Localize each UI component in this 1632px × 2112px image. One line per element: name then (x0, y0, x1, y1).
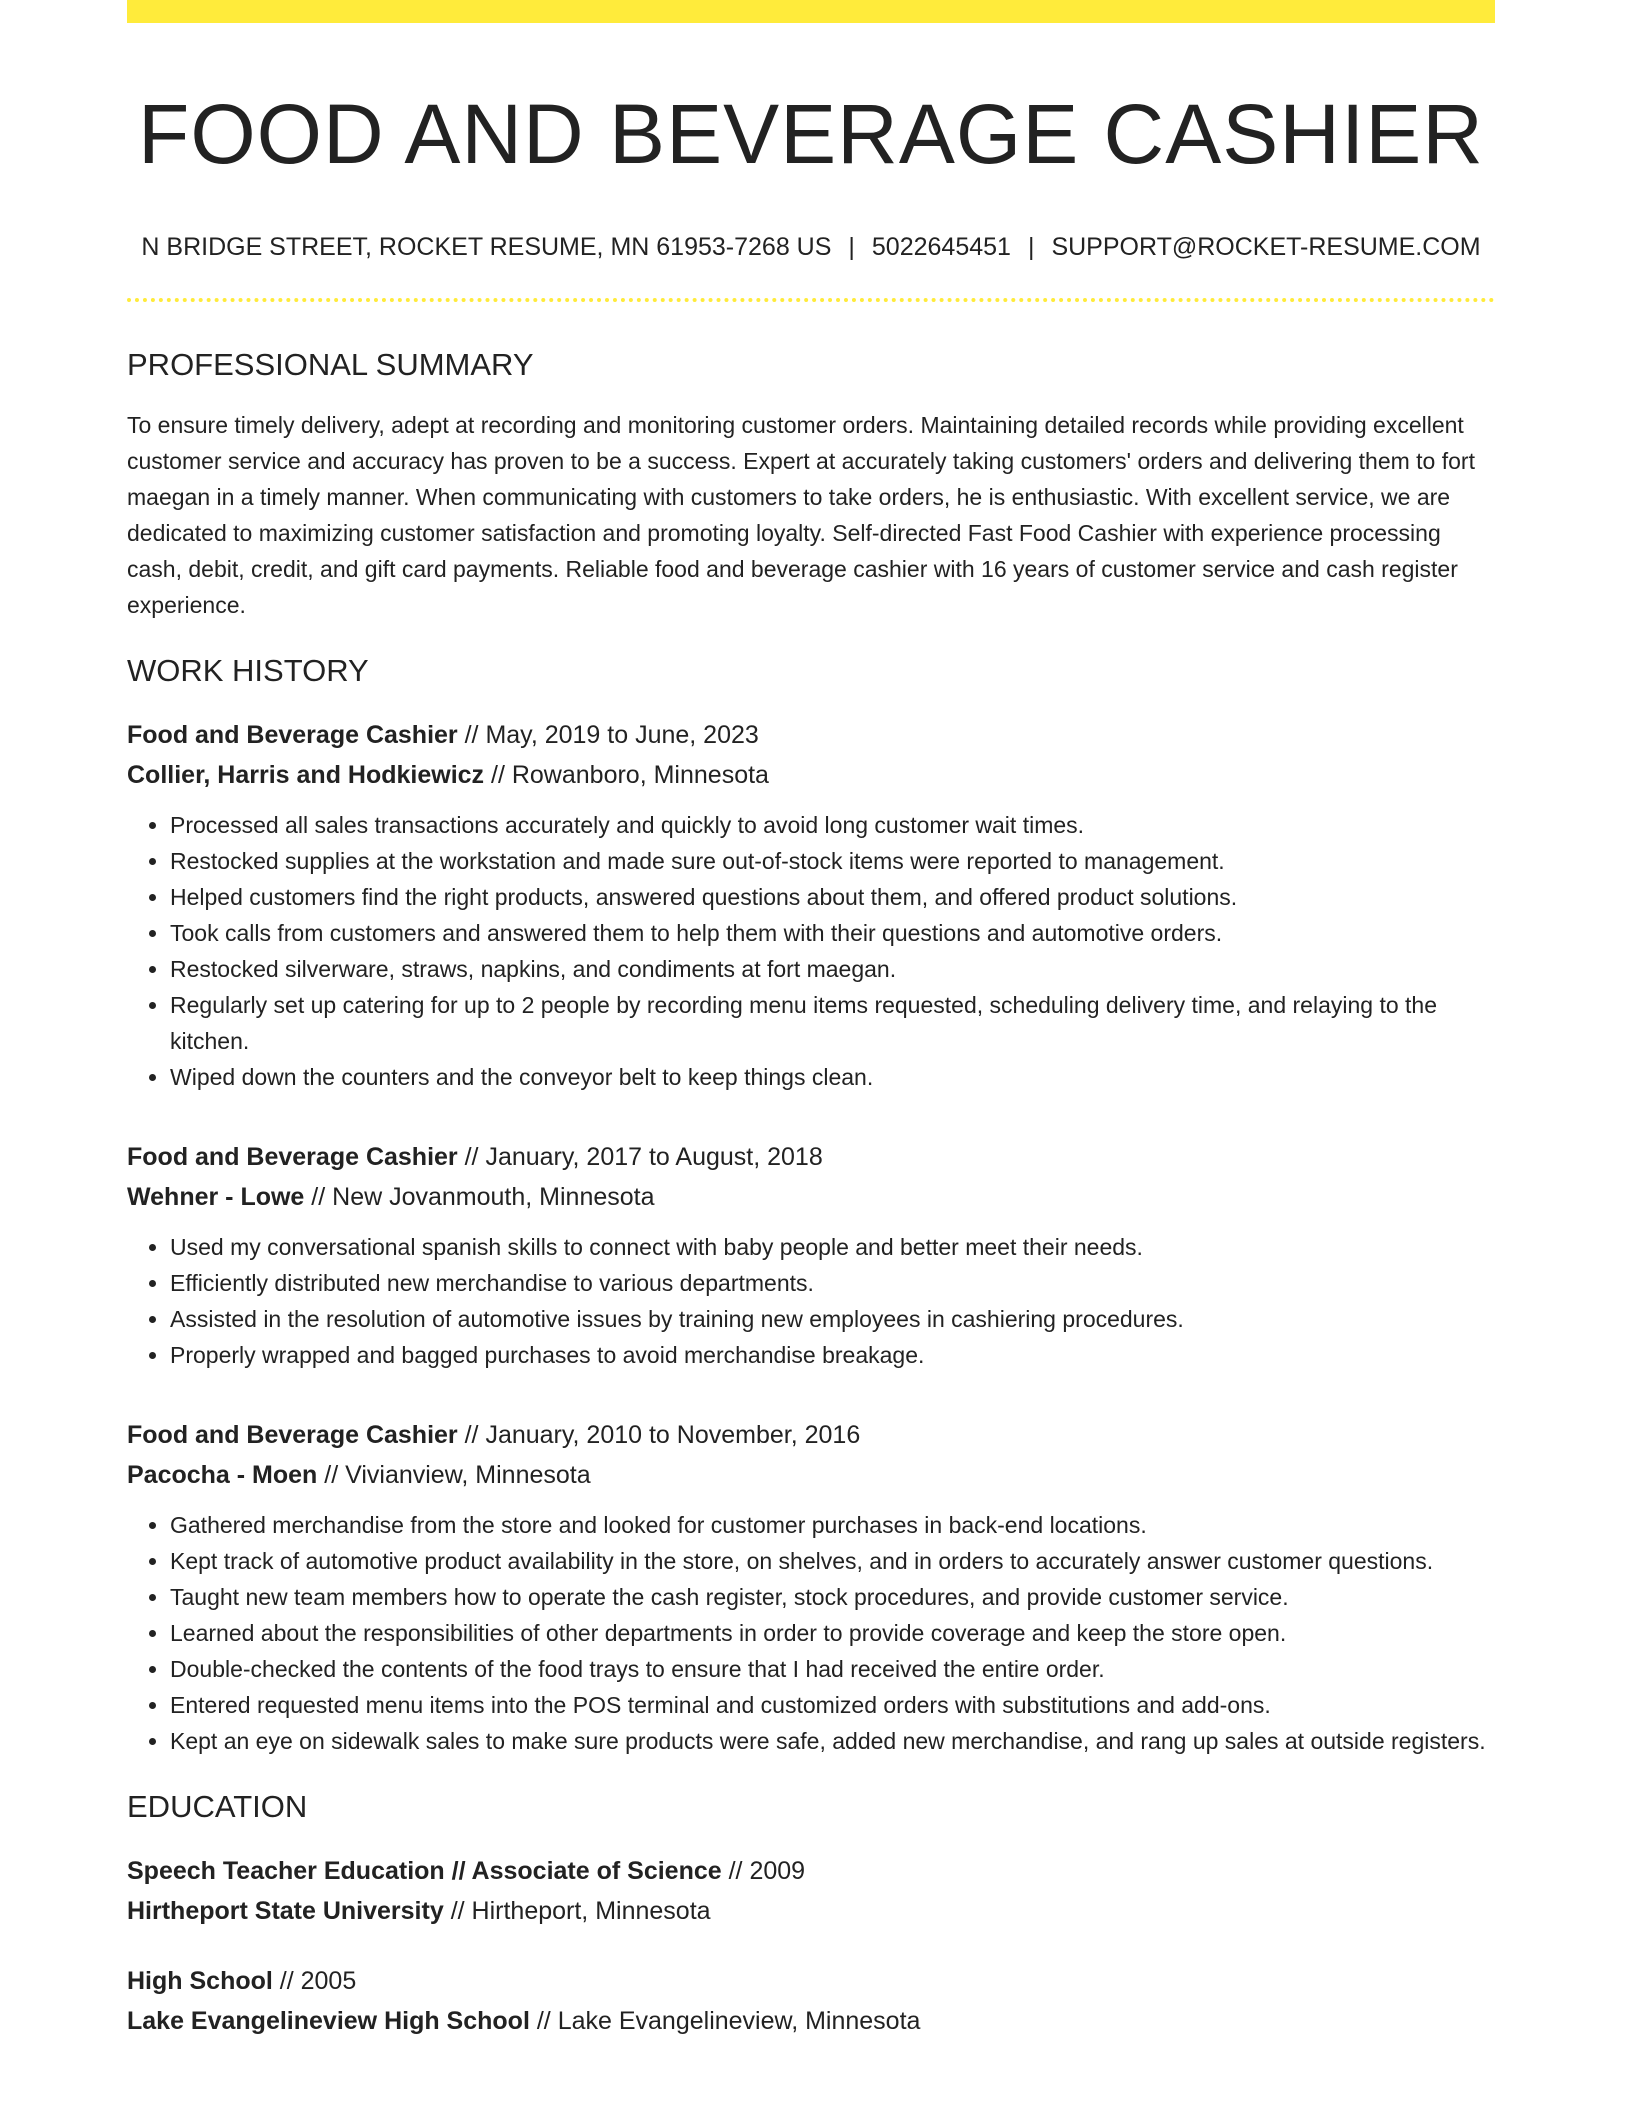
job-bullet: • Taught new team members how to operate the cash register, stock procedures, and provide customer service. (170, 1579, 1495, 1615)
accent-top-bar (127, 0, 1495, 23)
job-dates: // January, 2010 to November, 2016 (464, 1421, 861, 1449)
job-entry (127, 1415, 1495, 1759)
job-dates: // January, 2017 to August, 2018 (464, 1143, 823, 1171)
education-location: // Hirtheport, Minnesota (450, 1897, 711, 1925)
job-company-line (127, 1455, 1495, 1495)
education-school: Hirtheport State University (127, 1897, 444, 1925)
contact-separator: | (848, 233, 855, 261)
job-bullet: • Gathered merchandise from the store and looked for customer purchases in back-end locations. (170, 1507, 1495, 1543)
job-bullet: • Helped customers find the right products, answered questions about them, and offered product solutions. (170, 879, 1495, 915)
job-entry (127, 1137, 1495, 1373)
education-year: // 2009 (728, 1857, 806, 1885)
job-dates: // May, 2019 to June, 2023 (464, 721, 759, 749)
job-company-line (127, 1177, 1495, 1217)
job-role: Food and Beverage Cashier (127, 1421, 458, 1449)
job-bullet: • Restocked supplies at the workstation and made sure out-of-stock items were reported to management. (170, 843, 1495, 879)
dotted-divider (127, 298, 1495, 302)
education-degree: High School (127, 1967, 273, 1995)
job-bullet: • Kept an eye on sidewalk sales to make sure products were safe, added new merchandise, and rang up sales at outside registers. (170, 1723, 1495, 1759)
job-role-line (127, 1415, 1495, 1455)
education-school: Lake Evangelineview High School (127, 2007, 530, 2035)
job-bullet-list (127, 1229, 1495, 1373)
contact-phone: 5022645451 (871, 233, 1011, 261)
job-bullet-list (127, 807, 1495, 1095)
job-bullet: • Kept track of automotive product availability in the store, on shelves, and in orders to accurately answer customer questions. (170, 1543, 1495, 1579)
contact-email: SUPPORT@ROCKET-RESUME.COM (1051, 233, 1481, 261)
education-degree: Speech Teacher Education // Associate of Science (127, 1857, 722, 1885)
section-title-education: EDUCATION (127, 1789, 308, 1824)
education-degree-line (127, 1851, 1495, 1891)
contact-separator: | (1027, 233, 1035, 261)
job-company: Wehner - Lowe (127, 1183, 305, 1211)
job-company: Collier, Harris and Hodkiewicz (127, 761, 485, 789)
job-bullet: • Assisted in the resolution of automotive issues by training new employees in cashiering procedures. (170, 1301, 1495, 1337)
job-bullet: • Double-checked the contents of the food trays to ensure that I had received the entire order. (170, 1651, 1495, 1687)
job-role-line (127, 715, 1495, 755)
job-location: // New Jovanmouth, Minnesota (311, 1183, 655, 1211)
job-company: Pacocha - Moen (127, 1461, 318, 1489)
resume-page (127, 0, 1495, 2041)
job-bullet: • Used my conversational spanish skills to connect with baby people and better meet their needs. (170, 1229, 1495, 1265)
contact-line (127, 230, 1495, 264)
job-bullet: • Restocked silverware, straws, napkins, and condiments at fort maegan. (170, 951, 1495, 987)
job-bullet: • Entered requested menu items into the POS terminal and customized orders with substitutions and add-ons. (170, 1687, 1495, 1723)
education-entry (127, 1851, 1495, 1931)
job-bullet: • Wiped down the counters and the conveyor belt to keep things clean. (170, 1059, 1495, 1095)
job-role-line (127, 1137, 1495, 1177)
contact-address: N BRIDGE STREET, ROCKET RESUME, MN 61953-7268 US (141, 233, 832, 261)
job-bullet: • Properly wrapped and bagged purchases to avoid merchandise breakage. (170, 1337, 1495, 1373)
education-degree-line (127, 1961, 1495, 2001)
job-location: // Vivianview, Minnesota (324, 1461, 591, 1489)
job-entry (127, 715, 1495, 1095)
education-location: // Lake Evangelineview, Minnesota (536, 2007, 921, 2035)
section-title-work-history: WORK HISTORY (127, 653, 369, 688)
job-location: // Rowanboro, Minnesota (491, 761, 769, 789)
education-school-line (127, 1891, 1495, 1931)
section-title-summary: PROFESSIONAL SUMMARY (127, 347, 534, 382)
job-bullet: • Took calls from customers and answered them to help them with their questions and automotive orders. (170, 915, 1495, 951)
job-role: Food and Beverage Cashier (127, 1143, 458, 1171)
education-school-line (127, 2001, 1495, 2041)
job-role: Food and Beverage Cashier (127, 721, 458, 749)
job-bullet-list (127, 1507, 1495, 1759)
job-bullet: • Learned about the responsibilities of other departments in order to provide coverage and keep the store open. (170, 1615, 1495, 1651)
education-entry (127, 1961, 1495, 2041)
summary-text: To ensure timely delivery, adept at recording and monitoring customer orders. Maintaining detailed records while providing excellent customer service and accuracy has proven to be a success. Expert at accurately taking customers' orders and delivering them to fort maegan in a timely manner. When communicating with customers to take orders, he is enthusiastic. With excellent service, we are dedicated to maximizing customer satisfaction and promoting loyalty. Self-directed Fast Food Cashier with experience processing cash, debit, credit, and gift card payments. Reliable food and beverage cashier with 16 years of customer service and cash register experience. (127, 412, 1475, 618)
job-bullet: • Regularly set up catering for up to 2 people by recording menu items requested, scheduling delivery time, and relaying to the kitchen. (170, 987, 1495, 1059)
resume-title: FOOD AND BEVERAGE CASHIER (138, 87, 1484, 181)
job-bullet: • Efficiently distributed new merchandise to various departments. (170, 1265, 1495, 1301)
job-company-line (127, 755, 1495, 795)
education-year: // 2005 (279, 1967, 357, 1995)
job-bullet: • Processed all sales transactions accurately and quickly to avoid long customer wait times. (170, 807, 1495, 843)
